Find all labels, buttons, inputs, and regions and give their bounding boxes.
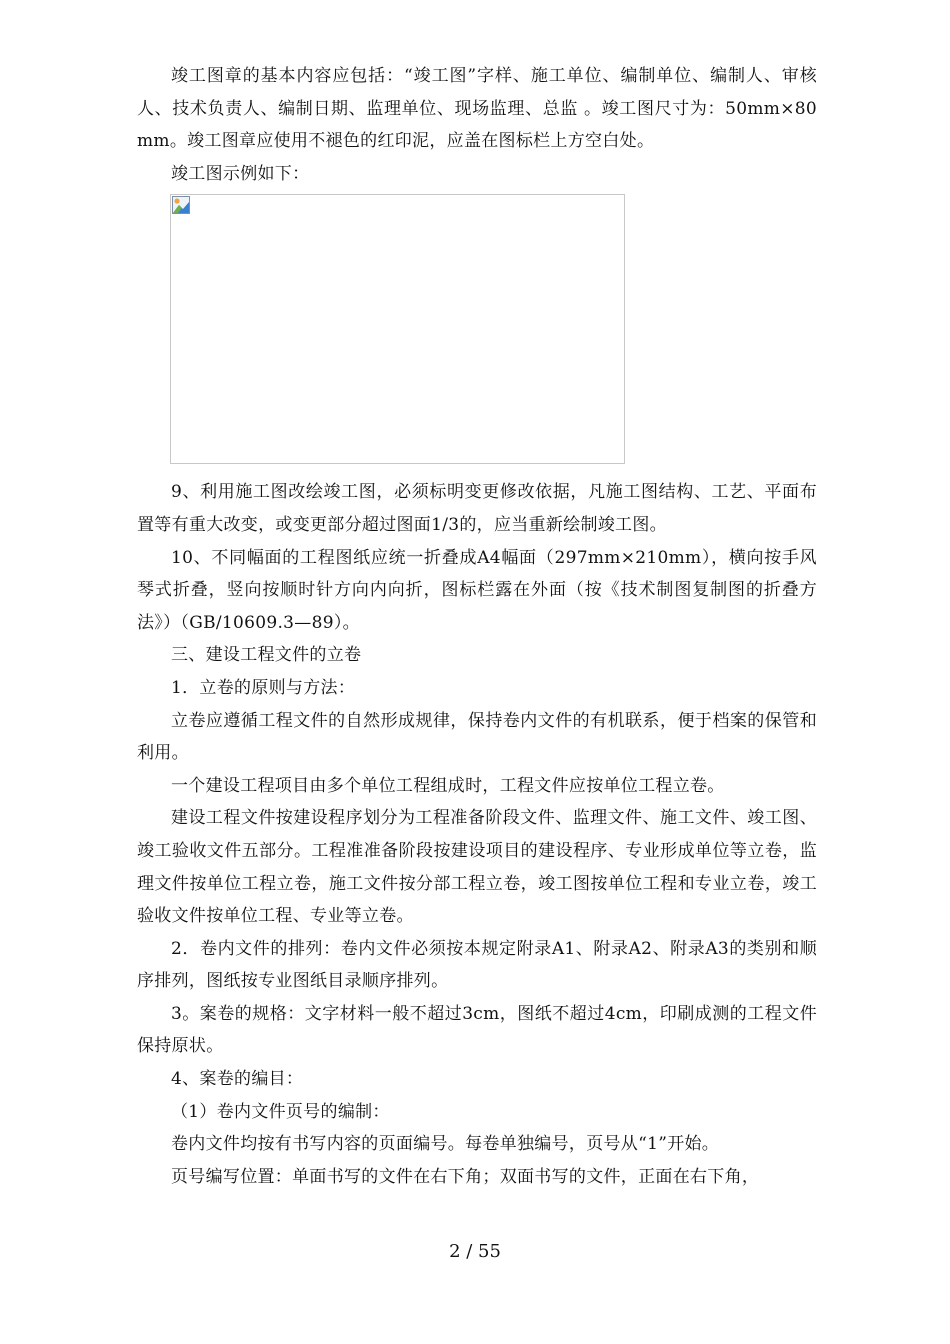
- broken-image-icon: [172, 196, 190, 214]
- subheading-page-numbering: （1）卷内文件页号的编制：: [171, 1101, 390, 1122]
- paragraph-unit-project: 一个建设工程项目由多个单位工程组成时，工程文件应按单位工程立卷。: [171, 775, 725, 796]
- paragraph-completion-stamp: 竣工图章的基本内容应包括：“竣工图”字样、施工单位、编制单位、编制人、审核人、技术负责人、编制日期、监理单位、现场监理、总监 。竣工图尺寸为：50mm×80mm。竣工图章应使用不褪色的红印泥，应盖在图标栏上方空白处。: [137, 66, 817, 152]
- paragraph-item-10: 10、不同幅面的工程图纸应统一折叠成A4幅面（297mm×210mm），横向按手风琴式折叠，竖向按顺时针方向内向折，图标栏露在外面（按《技术制图复制图的折叠方法》）（GB/10609.3—89）。: [137, 547, 817, 633]
- paragraph-filing-rule: 立卷应遵循工程文件的自然形成规律，保持卷内文件的有机联系，便于档案的保管和利用。: [137, 710, 817, 764]
- paragraph-page-number-rule: 卷内文件均按有书写内容的页面编号。每卷单独编号，页号从“1”开始。: [171, 1134, 720, 1155]
- subheading-filing-principles: 1．立卷的原则与方法：: [171, 677, 356, 698]
- paragraph-five-parts: 建设工程文件按建设程序划分为工程准备阶段文件、监理文件、施工文件、竣工图、竣工验收文件五部分。工程准准备阶段按建设项目的建设程序、专业形成单位等立卷，监理文件按单位工程立卷，施工文件按分部工程立卷，竣工图按单位工程和专业立卷，竣工验收文件按单位工程、专业等立卷。: [137, 808, 817, 927]
- subheading-cataloging: 4、案卷的编目：: [171, 1069, 304, 1090]
- paragraph-item-9: 9、利用施工图改绘竣工图，必须标明变更修改依据，凡施工图结构、工艺、平面布置等有重大改变，或变更部分超过图面1/3的，应当重新绘制竣工图。: [137, 482, 817, 535]
- section-heading-filing: 三、建设工程文件的立卷: [171, 645, 362, 666]
- paragraph-arrangement: 2．卷内文件的排列：卷内文件必须按本规定附录A1、附录A2、附录A3的类别和顺序排列，图纸按专业图纸目录顺序排列。: [137, 938, 817, 992]
- paragraph-example-intro: 竣工图示例如下：: [171, 163, 310, 184]
- page-number: 2 / 55: [449, 1241, 501, 1262]
- example-image-placeholder: [170, 194, 625, 464]
- paragraph-specifications: 3。案卷的规格：文字材料一般不超过3cm，图纸不超过4cm，印刷成测的工程文件保持原状。: [137, 1003, 817, 1057]
- document-body: [137, 60, 817, 1193]
- paragraph-page-number-position: 页号编写位置：单面书写的文件在右下角；双面书写的文件，正面在右下角，: [171, 1166, 760, 1187]
